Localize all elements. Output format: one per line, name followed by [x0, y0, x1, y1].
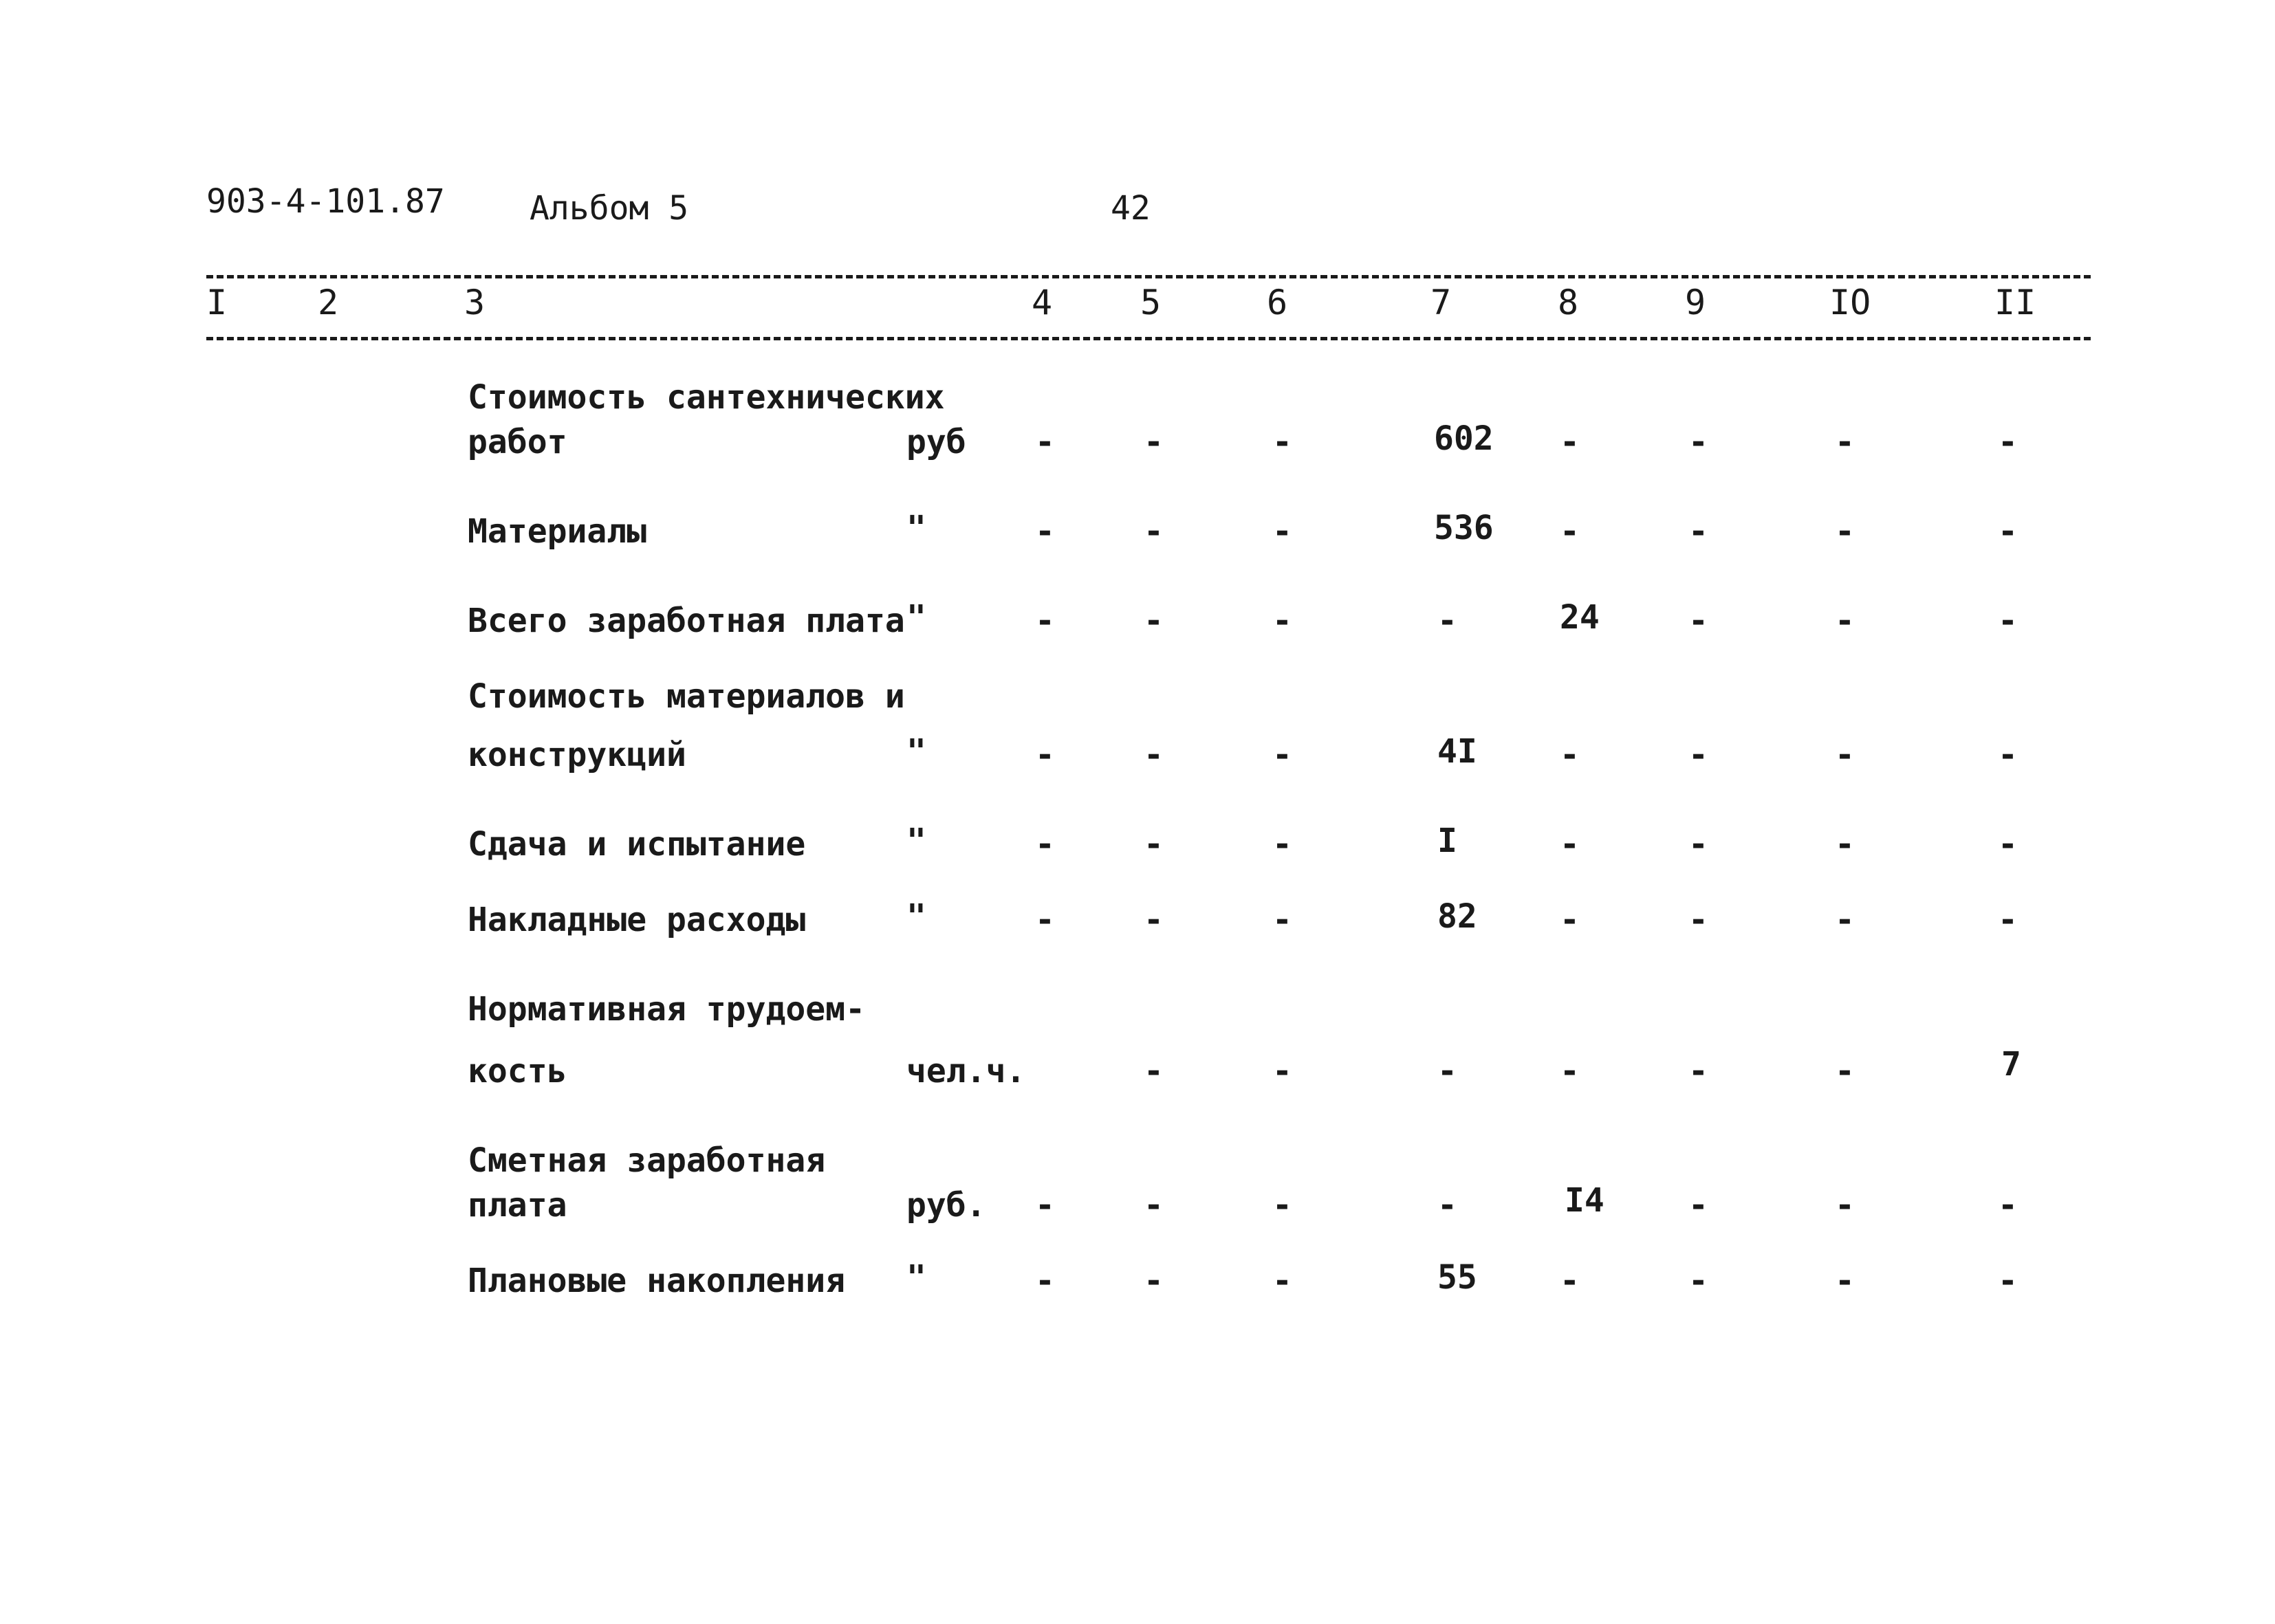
cell-col-11: -	[1998, 1186, 2018, 1225]
cell-col-11: 7	[2001, 1045, 2021, 1084]
cell-col-8: -	[1560, 512, 1580, 551]
cell-col-8: -	[1560, 901, 1580, 939]
cell-col-7: 82	[1437, 897, 1477, 936]
row-name-line-2: конструкций	[468, 736, 686, 774]
cell-col-6: -	[1272, 1262, 1292, 1300]
cell-col-7: 55	[1437, 1258, 1477, 1297]
cell-col-9: -	[1688, 1186, 1708, 1225]
row-name-line-2: плата	[468, 1186, 567, 1225]
row-unit: "	[906, 509, 926, 547]
cell-col-6: -	[1272, 901, 1292, 939]
cell-col-4: -	[1035, 736, 1055, 774]
cell-col-8: I4	[1565, 1181, 1604, 1220]
row-name-line-2: кость	[468, 1052, 567, 1090]
row-unit: чел.ч.	[906, 1052, 1026, 1090]
cell-col-9: -	[1688, 1052, 1708, 1090]
row-unit: "	[906, 732, 926, 771]
row-name-line-1: Сметная заработная	[468, 1141, 826, 1180]
cell-col-8: -	[1560, 423, 1580, 461]
column-number-3: 3	[464, 283, 486, 322]
cell-col-9: -	[1688, 736, 1708, 774]
cell-col-5: -	[1144, 512, 1164, 551]
row-unit: "	[906, 897, 926, 936]
cell-col-8: -	[1560, 1262, 1580, 1300]
row-name-line-1: Нормативная трудоем-	[468, 990, 865, 1029]
cell-col-10: -	[1835, 825, 1855, 864]
row-name-line-1: Стоимость материалов и	[468, 677, 905, 716]
cell-col-6: -	[1272, 512, 1292, 551]
cell-col-10: -	[1835, 602, 1855, 640]
row-name-line-1: Материалы	[468, 512, 647, 551]
cell-col-4: -	[1035, 1262, 1055, 1300]
cell-col-7: -	[1437, 602, 1457, 640]
cell-col-11: -	[1998, 602, 2018, 640]
cell-col-5: -	[1144, 825, 1164, 864]
page-number: 42	[1111, 189, 1151, 228]
cell-col-10: -	[1835, 1052, 1855, 1090]
cell-col-5: -	[1144, 1052, 1164, 1090]
cell-col-8: -	[1560, 1052, 1580, 1090]
cell-col-4: -	[1035, 602, 1055, 640]
row-unit: руб	[906, 423, 966, 461]
cell-col-7: 602	[1434, 419, 1494, 458]
cell-col-5: -	[1144, 602, 1164, 640]
cell-col-8: 24	[1560, 598, 1600, 637]
cell-col-11: -	[1998, 825, 2018, 864]
cell-col-7: I	[1437, 822, 1457, 860]
row-name-line-1: Стоимость сантехнических	[468, 378, 945, 417]
document-code: 903-4-101.87	[206, 182, 445, 221]
cell-col-10: -	[1835, 1186, 1855, 1225]
cell-col-10: -	[1835, 736, 1855, 774]
cell-col-5: -	[1144, 736, 1164, 774]
cell-col-4: -	[1035, 423, 1055, 461]
cell-col-7: 4I	[1437, 732, 1477, 771]
cell-col-8: -	[1560, 736, 1580, 774]
row-name-line-1: Плановые накопления	[468, 1262, 846, 1300]
cell-col-11: -	[1998, 423, 2018, 461]
cell-col-11: -	[1998, 1262, 2018, 1300]
cell-col-9: -	[1688, 825, 1708, 864]
column-number-6: 6	[1267, 283, 1288, 322]
header-top-rule	[206, 275, 2091, 278]
cell-col-5: -	[1144, 423, 1164, 461]
cell-col-4: -	[1035, 901, 1055, 939]
cell-col-5: -	[1144, 901, 1164, 939]
cell-col-4: -	[1035, 512, 1055, 551]
cell-col-10: -	[1835, 1262, 1855, 1300]
column-number-8: 8	[1558, 283, 1579, 322]
album-label: Альбом 5	[530, 189, 689, 228]
column-number-10: IO	[1829, 283, 1871, 322]
cell-col-8: -	[1560, 825, 1580, 864]
column-number-9: 9	[1685, 283, 1706, 322]
row-name-line-1: Всего заработная плата	[468, 602, 905, 640]
row-name-line-1: Сдача и испытание	[468, 825, 806, 864]
column-number-4: 4	[1032, 283, 1053, 322]
cell-col-7: -	[1437, 1186, 1457, 1225]
cell-col-7: -	[1437, 1052, 1457, 1090]
column-number-5: 5	[1140, 283, 1162, 322]
cell-col-6: -	[1272, 736, 1292, 774]
cell-col-9: -	[1688, 423, 1708, 461]
row-name-line-2: работ	[468, 423, 567, 461]
row-unit: "	[906, 598, 926, 637]
row-unit: "	[906, 1258, 926, 1297]
cell-col-4: -	[1035, 825, 1055, 864]
cell-col-11: -	[1998, 736, 2018, 774]
cell-col-10: -	[1835, 423, 1855, 461]
cell-col-6: -	[1272, 602, 1292, 640]
cell-col-9: -	[1688, 1262, 1708, 1300]
cell-col-7: 536	[1434, 509, 1494, 547]
cell-col-6: -	[1272, 423, 1292, 461]
column-number-7: 7	[1430, 283, 1452, 322]
column-number-11: II	[1994, 283, 2036, 322]
cell-col-10: -	[1835, 512, 1855, 551]
cell-col-4: -	[1035, 1186, 1055, 1225]
cell-col-11: -	[1998, 901, 2018, 939]
row-unit: руб.	[906, 1186, 986, 1225]
row-unit: "	[906, 822, 926, 860]
column-number-1: I	[206, 283, 228, 322]
cell-col-5: -	[1144, 1262, 1164, 1300]
cell-col-6: -	[1272, 1186, 1292, 1225]
cell-col-11: -	[1998, 512, 2018, 551]
header-bottom-rule	[206, 337, 2091, 340]
column-number-2: 2	[318, 283, 339, 322]
cell-col-9: -	[1688, 901, 1708, 939]
cell-col-9: -	[1688, 512, 1708, 551]
row-name-line-1: Накладные расходы	[468, 901, 806, 939]
cell-col-9: -	[1688, 602, 1708, 640]
cell-col-6: -	[1272, 1052, 1292, 1090]
cell-col-10: -	[1835, 901, 1855, 939]
cell-col-6: -	[1272, 825, 1292, 864]
cell-col-5: -	[1144, 1186, 1164, 1225]
